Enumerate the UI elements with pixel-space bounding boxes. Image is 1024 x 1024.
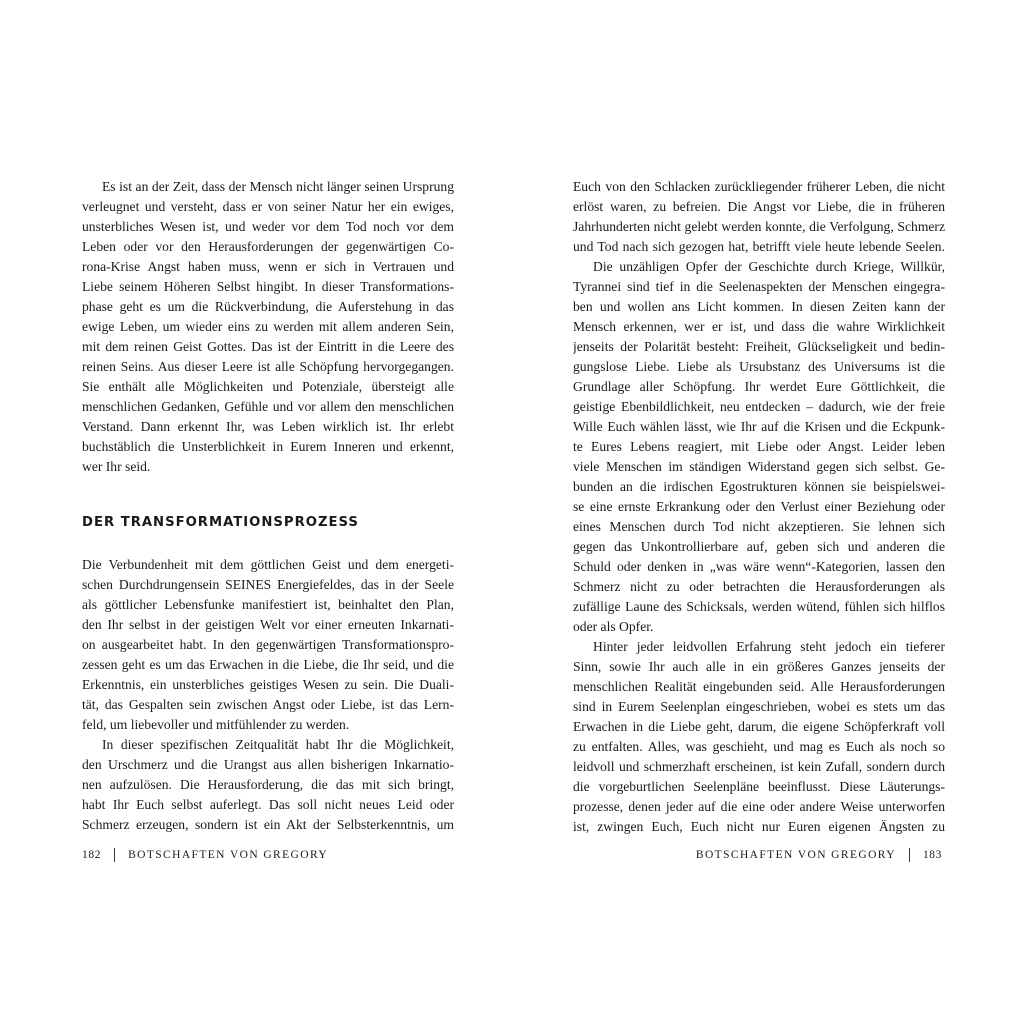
text-line: ist, zwingen Euch, Euch nicht nur Euren eigenen Ängsten zu	[573, 819, 945, 834]
page-number: 183	[922, 849, 942, 861]
text-line: wer Ihr seid.	[82, 459, 151, 474]
text-line: viele Menschen im ständigen Widerstand gegen sich selbst. Ge-	[573, 459, 945, 474]
paragraph	[573, 637, 945, 837]
text-line: Sinn, sowie Ihr auch alle in ein größeres Ganzes jenseits der	[573, 659, 945, 674]
text-line: Euch von den Schlacken zurückliegender früherer Leben, die nicht	[573, 179, 945, 194]
text-line: verleugnet und versteht, dass er von seiner Natur her ein ewiges,	[82, 199, 454, 214]
text-line: se eine ernste Erkrankung oder den Verlust einer Beziehung oder	[573, 499, 945, 514]
text-line: bunden an die irdischen Egostrukturen können sie beispielswei-	[573, 479, 945, 494]
text-line: on ausgearbeitet habt. In den gegenwärtigen Transformationspro-	[82, 637, 454, 652]
text-line: nen aufzulösen. Die Herausforderung, die das mit sich bringt,	[82, 777, 454, 792]
text-line: buchstäblich die Unsterblichkeit in Eurem Inneren und erkennt,	[82, 439, 454, 454]
text-line: Schmerz nicht zu oder betrachten die Herausforderungen als	[573, 579, 945, 594]
text-line: prozesse, denen jeder auf die eine oder andere Weise unterworfen	[573, 799, 945, 814]
text-line: als göttlicher Lebensfunke manifestiert ist, beinhaltet den Plan,	[82, 597, 454, 612]
text-line: ben und wollen ans Licht kommen. In diesen Zeiten kann der	[573, 299, 945, 314]
text-line: den Urschmerz und die Urangst aus allen bisherigen Inkarnatio-	[82, 757, 454, 772]
paragraph	[82, 177, 454, 477]
text-line: Hinter jeder leidvollen Erfahrung steht jedoch ein tieferer	[593, 639, 945, 654]
text-line: schen Durchdrungensein SEINES Energiefeldes, das in der Seele	[82, 577, 454, 592]
text-line: zessen geht es um das Erwachen in die Liebe, die Ihr seid, und die	[82, 657, 454, 672]
text-line: leidvoll und schmerzhaft erscheinen, ist kein Zufall, sondern durch	[573, 759, 945, 774]
text-line: Schmerz erzeugen, sondern ist ein Akt der Selbsterkenntnis, um	[82, 817, 454, 832]
text-line: Verstand. Dann erkennt Ihr, was Leben wirklich ist. Ihr erlebt	[82, 419, 454, 434]
text-line: zu entfalten. Alles, was geschieht, und mag es Euch als noch so	[573, 739, 945, 754]
text-line: phase geht es um die Rückverbindung, die Auferstehung in das	[82, 299, 454, 314]
text-line: menschlichen Realität eingebunden seid. Alle Herausforderungen	[573, 679, 945, 694]
page-footer	[82, 848, 328, 862]
text-line: Die unzähligen Opfer der Geschichte durch Kriege, Willkür,	[593, 259, 945, 274]
paragraph	[573, 257, 945, 637]
text-line: Erkenntnis, ein unsterbliches geistiges Wesen zu sein. Die Duali-	[82, 677, 454, 692]
text-line: zufällige Laune des Schicksals, werden wütend, fühlen sich hilflos	[573, 599, 945, 614]
paragraph	[573, 177, 945, 257]
text-line: geistige Ebenbildlichkeit, neu entdecken – dadurch, wie der freie	[573, 399, 945, 414]
page-number: 182	[82, 849, 102, 861]
text-line: ewige Leben, um wieder eins zu werden mit allem anderen Sein,	[82, 319, 454, 334]
text-line: erlöst waren, zu befreien. Die Angst vor Liebe, die in früheren	[573, 199, 945, 214]
text-line: oder als Opfer.	[573, 619, 654, 634]
footer-divider	[909, 848, 910, 862]
text-line: den Ihr selbst in der geistigen Welt vor einer erneuten Inkarnati-	[82, 617, 454, 632]
paragraph	[82, 555, 454, 735]
section-heading: DER TRANSFORMATIONSPROZESS	[82, 515, 359, 530]
page-footer	[696, 848, 942, 862]
text-line: Jahrhunderten nicht gelebt werden konnte, die Verfolgung, Schmerz	[573, 219, 945, 234]
text-line: Liebe seinem Höheren Selbst hingibt. In dieser Transformations-	[82, 279, 454, 294]
text-line: Die Verbundenheit mit dem göttlichen Geist und dem energeti-	[82, 557, 454, 572]
text-line: tät, das Gespalten sein zwischen Angst oder Liebe, ist das Lern-	[82, 697, 454, 712]
text-line: feld, um liebevoller und mitfühlender zu werden.	[82, 717, 350, 732]
text-line: eines Menschen durch Tod nicht akzeptieren. Sie lehnen sich	[573, 519, 945, 534]
text-line: Tyrannei sind tief in die Seelenaspekten der Menschen eingegra-	[573, 279, 945, 294]
text-line: te Eures Lebens reagiert, mit Liebe oder Angst. Leider leben	[573, 439, 945, 454]
text-line: rona-Krise Angst haben muss, wenn er sich in Vertrauen und	[82, 259, 454, 274]
text-line: Sie enthält alle Möglichkeiten und Potenziale, übersteigt alle	[82, 379, 454, 394]
text-line: Grundlage aller Schöpfung. Ihr werdet Eure Göttlichkeit, die	[573, 379, 945, 394]
paragraph	[82, 735, 454, 835]
text-line: Erwachen in die Liebe geht, darum, die eigene Schöpferkraft voll	[573, 719, 945, 734]
footer-divider	[114, 848, 115, 862]
text-line: die vorgeburtlichen Seelenpläne beeinflusst. Diese Läuterungs-	[573, 779, 945, 794]
text-line: gegen das Unkontrollierbare auf, geben sich und anderen die	[573, 539, 945, 554]
text-line: Mensch erkennen, wer er ist, und dass die wahre Wirklichkeit	[573, 319, 945, 334]
left-text-column	[82, 177, 454, 835]
text-line: Schuld oder denken in „was wäre wenn“-Kategorien, lassen den	[573, 559, 945, 574]
text-line: unsterbliches Wesen ist, und weder vor dem Tod noch vor dem	[82, 219, 454, 234]
text-line: jenseits der Polarität besteht: Freiheit, Glückseligkeit und bedin-	[573, 339, 945, 354]
running-title: BOTSCHAFTEN VON GREGORY	[695, 849, 896, 861]
text-line: In dieser spezifischen Zeitqualität habt Ihr die Möglichkeit,	[102, 737, 454, 752]
right-page	[512, 0, 1024, 1024]
text-line: Es ist an der Zeit, dass der Mensch nicht länger seinen Ursprung	[102, 179, 454, 194]
text-line: Wille Euch wählen lässt, wie Ihr auf die Krisen und die Eckpunk-	[573, 419, 945, 434]
right-text-column	[573, 177, 945, 837]
running-title: BOTSCHAFTEN VON GREGORY	[128, 849, 329, 861]
text-line: und Tod nach sich gezogen hat, betrifft viele heute lebende Seelen.	[573, 239, 945, 254]
text-line: mit dem reinen Geist Gottes. Das ist der Eintritt in die Leere des	[82, 339, 454, 354]
text-line: Leben oder vor den Herausforderungen der gegenwärtigen Co-	[82, 239, 454, 254]
text-line: gungslose Liebe. Liebe als Ursubstanz des Universums ist die	[573, 359, 945, 374]
text-line: sind in Eurem Seelenplan eingeschrieben, wobei es stets um das	[573, 699, 945, 714]
text-line: menschlichen Gedanken, Gefühle und vor allem den menschlichen	[82, 399, 454, 414]
text-line: reinen Seins. Aus dieser Leere ist alle Schöpfung hervorgegangen.	[82, 359, 454, 374]
text-line: habt Ihr Euch selbst auferlegt. Das soll nicht neues Leid oder	[82, 797, 454, 812]
